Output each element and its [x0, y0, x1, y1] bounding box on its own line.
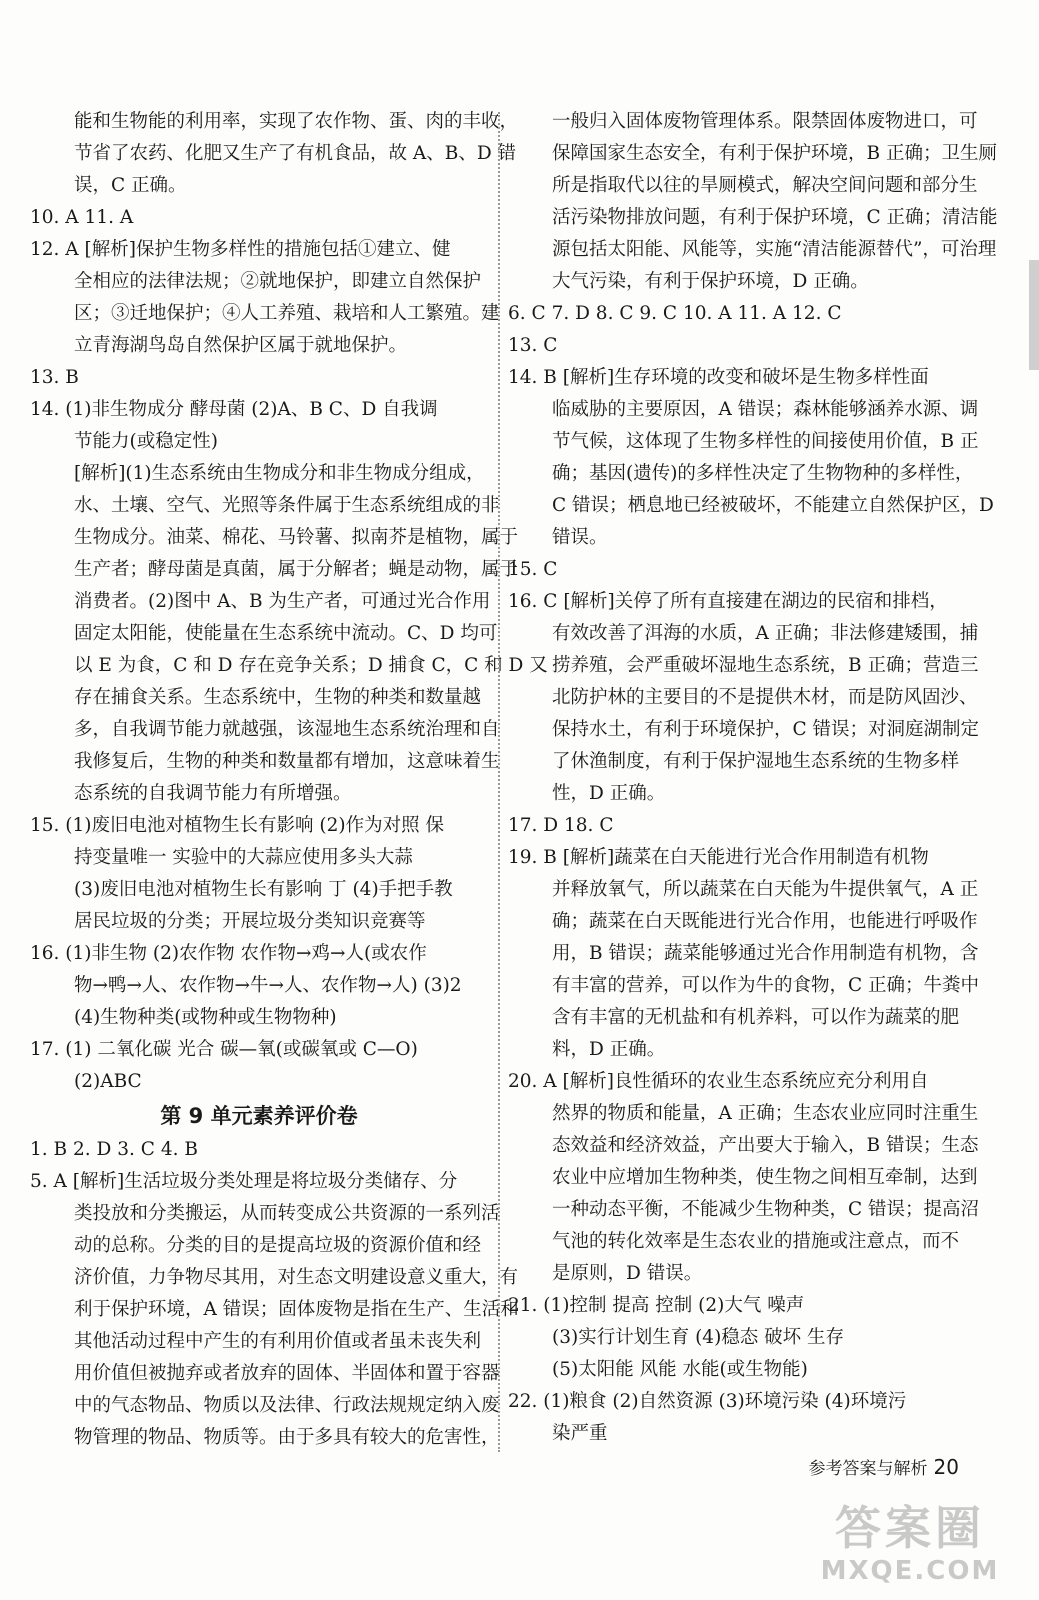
column-divider: [498, 112, 500, 1452]
text-line: 存在捕食关系。生态系统中，生物的种类和数量越: [74, 687, 482, 708]
text-line: (4)生物种类(或物种或生物物种): [74, 1007, 337, 1028]
text-line: 所是指取代以往的旱厕模式，解决空间问题和部分生: [552, 175, 978, 196]
text-line: 源包括太阳能、风能等，实施“清洁能源替代”，可治理: [552, 239, 997, 260]
text-line: 有丰富的营养，可以作为牛的食物，C 正确；牛粪中: [552, 975, 980, 996]
text-line: 12. A [解析]保护生物多样性的措施包括①建立、健: [30, 239, 451, 260]
text-line: 然界的物质和能量，A 正确；生态农业应同时注重生: [552, 1103, 979, 1124]
text-line: 捞养殖，会严重破坏湿地生态系统，B 正确；营造三: [552, 655, 979, 676]
text-line: 用，B 错误；蔬菜能够通过光合作用制造有机物，含: [552, 943, 979, 964]
text-line: 15. (1)废旧电池对植物生长有影响 (2)作为对照 保: [30, 815, 444, 836]
text-line: 用价值但被抛弃或者放弃的固体、半固体和置于容器: [74, 1363, 500, 1384]
text-line: 消费者。(2)图中 A、B 为生产者，可通过光合作用: [74, 591, 491, 612]
page-number: 20: [933, 1455, 959, 1479]
text-line: 16. C [解析]关停了所有直接建在湖边的民宿和排档，: [508, 591, 948, 612]
text-line: 21. (1)控制 提高 控制 (2)大气 噪声: [508, 1295, 805, 1316]
text-line: 6. C 7. D 8. C 9. C 10. A 11. A 12. C: [508, 303, 842, 324]
text-line: 16. (1)非生物 (2)农作物 农作物→鸡→人(或农作: [30, 943, 427, 964]
text-line: 居民垃圾的分类；开展垃圾分类知识竞赛等: [74, 911, 426, 932]
text-line: 一种动态平衡，不能减少生物种类，C 错误；提高沼: [552, 1199, 980, 1220]
text-line: 节省了农药、化肥又生产了有机食品，故 A、B、D 错: [74, 143, 517, 164]
watermark-logo-text: 答案圈: [835, 1501, 985, 1555]
text-line: 含有丰富的无机盐和有机养料，可以作为蔬菜的肥: [552, 1007, 960, 1028]
text-line: 全相应的法律法规；②就地保护，即建立自然保护: [74, 271, 482, 292]
text-line: 20. A [解析]良性循环的农业生态系统应充分利用自: [508, 1071, 929, 1092]
text-line: 是原则，D 错误。: [552, 1263, 703, 1284]
text-line: 生物成分。油菜、棉花、马铃薯、拟南芥是植物，属于: [74, 527, 519, 548]
text-line: 15. C: [508, 559, 558, 580]
text-line: 确；蔬菜在白天既能进行光合作用，也能进行呼吸作: [552, 911, 978, 932]
text-line: 类投放和分类搬运，从而转变成公共资源的一系列活: [74, 1203, 500, 1224]
watermark-logo: [795, 1500, 1025, 1592]
text-line: 17. (1) 二氧化碳 光合 碳—氧(或碳氧或 C—O): [30, 1039, 418, 1060]
text-line: (3)实行计划生育 (4)稳态 破坏 生存: [552, 1327, 845, 1348]
text-line: 其他活动过程中产生的有利用价值或者虽未丧失利: [74, 1331, 482, 1352]
page-edge-tab: [1029, 260, 1039, 370]
text-line: 中的气态物品、物质以及法律、行政法规规定纳入废: [74, 1395, 500, 1416]
text-line: 物管理的物品、物质等。由于多具有较大的危害性，: [74, 1427, 500, 1448]
text-line: (2)ABC: [74, 1071, 142, 1092]
text-line: 误，C 正确。: [74, 175, 187, 196]
text-line: 多，自我调节能力就越强，该湿地生态系统治理和自: [74, 719, 500, 740]
text-line: 14. (1)非生物成分 酵母菌 (2)A、B C、D 自我调: [30, 399, 438, 420]
watermark-url: MXQE.COM: [820, 1556, 1000, 1586]
text-line: 14. B [解析]生存环境的改变和破坏是生物多样性面: [508, 367, 929, 388]
text-line: 料，D 正确。: [552, 1039, 666, 1060]
section-heading: 第 9 单元素养评价卷: [160, 1104, 358, 1128]
right-column-lines: [508, 106, 998, 1450]
text-line: C 错误；栖息地已经被破坏，不能建立自然保护区，D: [552, 495, 994, 516]
text-line: 19. B [解析]蔬菜在白天能进行光合作用制造有机物: [508, 847, 929, 868]
text-line: 保持水土，有利于环境保护，C 错误；对洞庭湖制定: [552, 719, 980, 740]
text-line: 济价值，力争物尽其用，对生态文明建设意义重大，有: [74, 1267, 519, 1288]
text-line: 持变量唯一 实验中的大蒜应使用多头大蒜: [74, 847, 413, 868]
text-line: 了休渔制度，有利于保护湿地生态系统的生物多样: [552, 751, 960, 772]
right-column: [508, 106, 998, 1450]
text-line: 态系统的自我调节能力有所增强。: [74, 783, 352, 804]
text-line: 一般归入固体废物管理体系。限禁固体废物进口，可: [552, 111, 978, 132]
text-line: 性，D 正确。: [552, 783, 666, 804]
text-line: 固定太阳能，使能量在生态系统中流动。C、D 均可: [74, 623, 498, 644]
text-line: 保障国家生态安全，有利于保护环境，B 正确；卫生厕: [552, 143, 997, 164]
text-line: 区；③迁地保护；④人工养殖、栽培和人工繁殖。建: [74, 303, 500, 324]
text-line: 北防护林的主要目的不是提供木材，而是防风固沙、: [552, 687, 978, 708]
text-line: 5. A [解析]生活垃圾分类处理是将垃圾分类储存、分: [30, 1171, 458, 1192]
text-line: 气池的转化效率是生态农业的措施或注意点，而不: [552, 1231, 960, 1252]
text-line: 活污染物排放问题，有利于保护环境，C 正确；清洁能: [552, 207, 998, 228]
text-line: 立青海湖鸟岛自然保护区属于就地保护。: [74, 335, 408, 356]
text-line: 农业中应增加生物种类，使生物之间相互牵制，达到: [552, 1167, 978, 1188]
text-line: 并释放氧气，所以蔬菜在白天能为牛提供氧气，A 正: [552, 879, 979, 900]
text-line: 以 E 为食，C 和 D 存在竞争关系；D 捕食 C，C 和 D 又: [74, 655, 548, 676]
left-column-bottom: [30, 1134, 519, 1454]
text-line: 22. (1)粮食 (2)自然资源 (3)环境污染 (4)环境污: [508, 1391, 907, 1412]
text-line: 17. D 18. C: [508, 815, 614, 836]
text-line: (3)废旧电池对植物生长有影响 丁 (4)手把手教: [74, 879, 453, 900]
text-line: 生产者；酵母菌是真菌，属于分解者；蝇是动物，属于: [74, 559, 519, 580]
text-line: [解析](1)生态系统由生物成分和非生物成分组成，: [74, 463, 485, 484]
footer-label: 参考答案与解析: [808, 1459, 928, 1479]
text-line: 节气候，这体现了生物多样性的间接使用价值，B 正: [552, 431, 979, 452]
text-line: 水、土壤、空气、光照等条件属于生态系统组成的非: [74, 495, 500, 516]
text-line: 利于保护环境，A 错误；固体废物是指在生产、生活和: [74, 1299, 519, 1320]
text-line: 1. B 2. D 3. C 4. B: [30, 1139, 198, 1160]
text-line: 能和生物能的利用率，实现了农作物、蛋、肉的丰收，: [74, 111, 519, 132]
text-line: 13. C: [508, 335, 558, 356]
text-line: 我修复后，生物的种类和数量都有增加，这意味着生: [74, 751, 500, 772]
text-line: 大气污染，有利于保护环境，D 正确。: [552, 271, 869, 292]
text-line: 动的总称。分类的目的是提高垃圾的资源价值和经: [74, 1235, 482, 1256]
text-line: 有效改善了洱海的水质，A 正确；非法修建矮围，捕: [552, 623, 979, 644]
text-line: 态效益和经济效益，产出要大于输入，B 错误；生态: [552, 1135, 979, 1156]
page-footer: [809, 1454, 959, 1479]
text-line: 确；基因(遗传)的多样性决定了生物物种的多样性，: [552, 463, 974, 484]
text-line: 染严重: [552, 1423, 608, 1444]
text-line: (5)太阳能 风能 水能(或生物能): [552, 1359, 808, 1380]
text-line: 10. A 11. A: [30, 207, 134, 228]
text-line: 节能力(或稳定性): [74, 431, 218, 452]
text-line: 13. B: [30, 367, 79, 388]
text-line: 错误。: [552, 527, 608, 548]
text-line: 物→鸭→人、农作物→牛→人、农作物→人) (3)2: [74, 975, 462, 996]
text-line: 临威胁的主要原因，A 错误；森林能够涵养水源、调: [552, 399, 979, 420]
